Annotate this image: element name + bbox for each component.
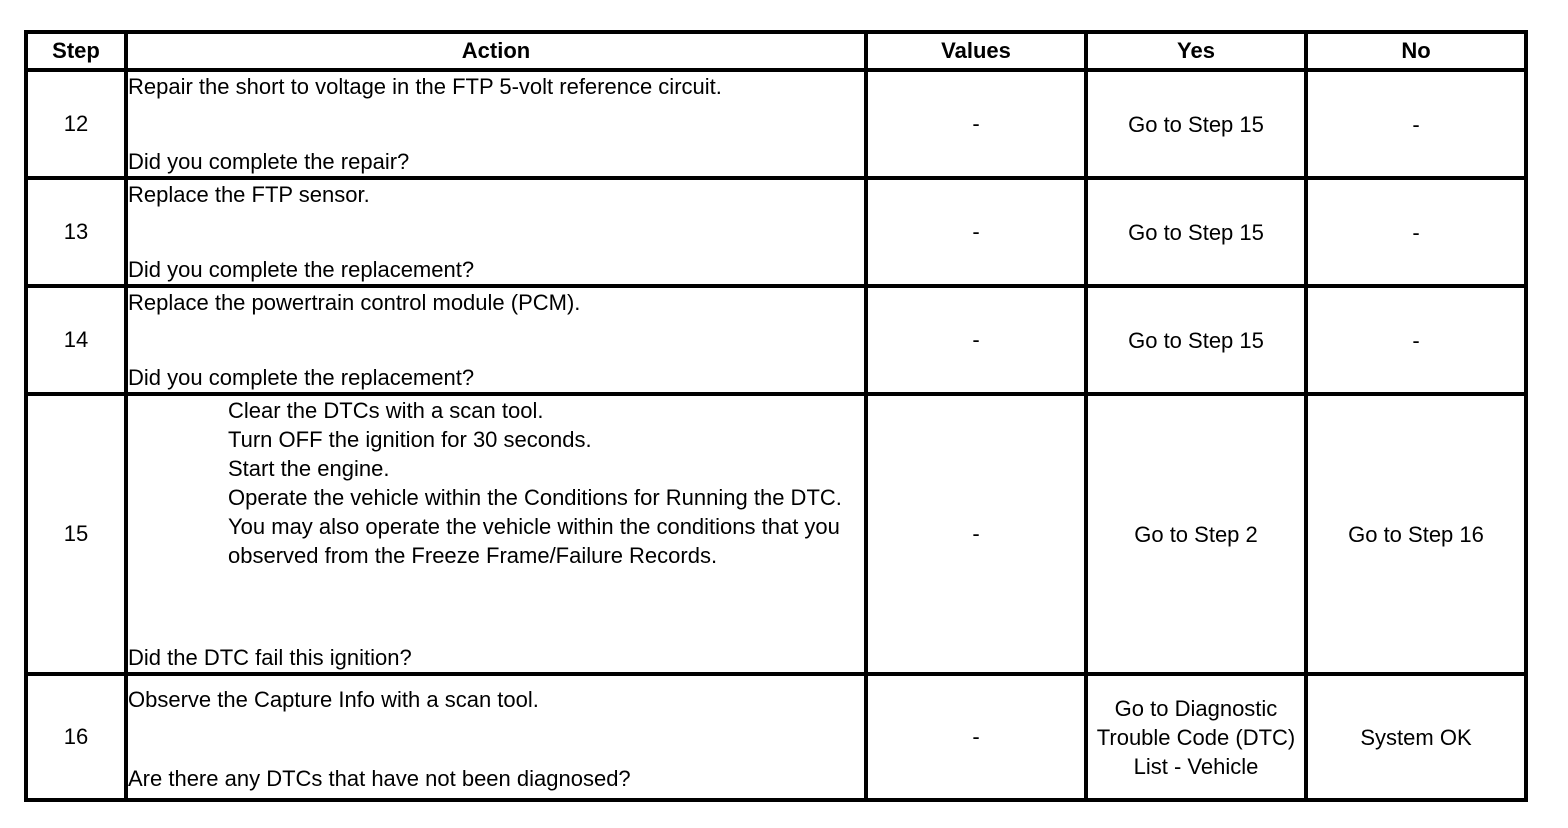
action-cell xyxy=(126,286,866,394)
header-action: Action xyxy=(126,32,866,70)
action-step-item: Operate the vehicle within the Conditions for Running the DTC. You may also operate the vehicle within the conditions that you observed from the Freeze Frame/Failure Records. xyxy=(228,485,842,568)
values-cell: - xyxy=(866,70,1086,178)
header-step: Step xyxy=(26,32,126,70)
no-cell: Go to Step 16 xyxy=(1306,394,1526,674)
step-number: 15 xyxy=(26,394,126,674)
action-cell xyxy=(126,178,866,286)
step-number: 12 xyxy=(26,70,126,178)
yes-cell: Go to Step 15 xyxy=(1086,178,1306,286)
table-row xyxy=(26,674,1526,800)
values-cell: - xyxy=(866,674,1086,800)
action-step-item: Clear the DTCs with a scan tool. xyxy=(228,398,544,423)
action-question: Did you complete the replacement? xyxy=(128,257,475,282)
action-text: Replace the powertrain control module (PCM). xyxy=(128,290,581,315)
values-cell: - xyxy=(866,394,1086,674)
no-cell: - xyxy=(1306,70,1526,178)
action-question: Did you complete the repair? xyxy=(128,149,410,174)
yes-link-text: Go to Diagnostic Trouble Code (DTC) List - Vehicle xyxy=(1096,695,1296,779)
table-row xyxy=(26,70,1526,178)
action-cell xyxy=(126,70,866,178)
diagnostic-table xyxy=(24,30,1528,802)
header-no: No xyxy=(1306,32,1526,70)
step-number: 14 xyxy=(26,286,126,394)
action-cell xyxy=(126,394,866,674)
yes-cell xyxy=(1086,674,1306,800)
no-cell: - xyxy=(1306,286,1526,394)
action-text: Replace the FTP sensor. xyxy=(128,182,370,207)
yes-cell: Go to Step 15 xyxy=(1086,70,1306,178)
values-cell: - xyxy=(866,286,1086,394)
action-step-item: Start the engine. xyxy=(228,456,390,481)
action-cell xyxy=(126,674,866,800)
action-question: Did the DTC fail this ignition? xyxy=(128,645,412,670)
action-question: Are there any DTCs that have not been diagnosed? xyxy=(128,766,631,791)
table-row xyxy=(26,178,1526,286)
action-text: Observe the Capture Info with a scan tool. xyxy=(128,687,539,712)
table-row xyxy=(26,394,1526,674)
no-cell: System OK xyxy=(1306,674,1526,800)
yes-cell: Go to Step 2 xyxy=(1086,394,1306,674)
action-text: Repair the short to voltage in the FTP 5-volt reference circuit. xyxy=(128,74,722,99)
step-number: 16 xyxy=(26,674,126,800)
values-cell: - xyxy=(866,178,1086,286)
header-row xyxy=(26,32,1526,70)
header-yes: Yes xyxy=(1086,32,1306,70)
action-step-item: Turn OFF the ignition for 30 seconds. xyxy=(228,427,592,452)
header-values: Values xyxy=(866,32,1086,70)
action-question: Did you complete the replacement? xyxy=(128,365,475,390)
action-steps-list xyxy=(128,396,864,570)
table-row xyxy=(26,286,1526,394)
step-number: 13 xyxy=(26,178,126,286)
yes-cell: Go to Step 15 xyxy=(1086,286,1306,394)
no-cell: - xyxy=(1306,178,1526,286)
